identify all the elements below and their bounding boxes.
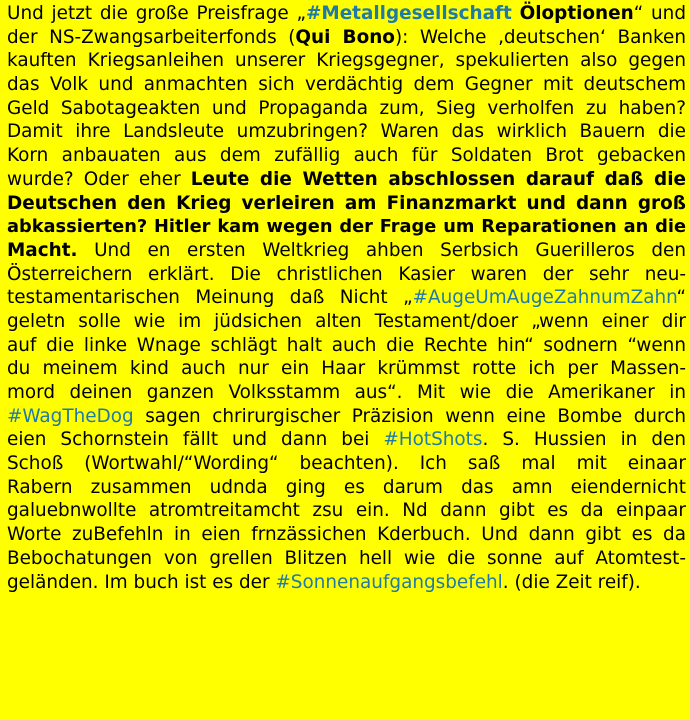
text-line	[7, 144, 686, 168]
text-line	[7, 357, 686, 381]
bold-text: Leute die Wetten abschlossen darauf daß die	[190, 168, 686, 190]
text-segment: Damit ihre Landsleute umzubringen? Waren das wirklich Bauern die	[7, 121, 686, 143]
text-segment: mord deinen ganzen Volksstamm aus“. Mit wie die Amerikaner in	[7, 382, 686, 403]
text-line	[7, 168, 686, 192]
text-line	[7, 215, 686, 239]
text-line	[7, 2, 686, 26]
text-segment: “	[676, 287, 686, 309]
text-segment: ): Welche ‚deutschen‘ Banken	[394, 26, 686, 48]
text-line	[7, 428, 686, 452]
text-segment: Korn anbauaten aus dem zufällig auch für Soldaten Brot gebacken	[7, 145, 686, 167]
text-segment: geletn solle wie im jüdsichen alten Testament/doer „wenn einer dir	[7, 310, 686, 332]
text-segment: das Volk und anmachten sich verdächtig dem Gegner mit deutschem	[7, 74, 686, 96]
text-line	[7, 523, 686, 547]
text-line	[7, 192, 686, 216]
hashtag-link[interactable]: #Metallgesellschaft	[305, 3, 512, 24]
hashtag-link[interactable]: #WagTheDog	[7, 405, 134, 427]
text-line	[7, 286, 686, 310]
text-line	[7, 120, 686, 144]
text-segment: geländen. Im buch ist es der	[7, 571, 276, 593]
text-segment: Worte zuBefehln in eien frnzässichen Kderbuch. Und dann gibt es da	[7, 524, 686, 546]
text-line	[7, 381, 686, 405]
text-line	[7, 334, 686, 358]
bold-text: Deutschen den Krieg verleiren am Finanzmarkt und dann groß	[7, 192, 686, 214]
text-line	[7, 263, 686, 287]
text-segment	[512, 3, 520, 24]
bold-text: Öloptionen	[519, 3, 634, 24]
text-segment: Österreichern erklärt. Die christlichen Kasier waren der sehr neu-	[7, 263, 686, 285]
text-line	[7, 310, 686, 334]
text-segment: Schoß (Wortwahl/“Wording“ beachten). Ich saß mal mit einaar	[7, 453, 686, 475]
text-line	[7, 571, 686, 595]
bold-text: Qui Bono	[295, 26, 395, 48]
text-line	[7, 73, 686, 97]
text-segment: Bebochatungen von grellen Blitzen hell wie die sonne auf Atomtest-	[7, 547, 686, 569]
text-segment: du meinem kind auch nur ein Haar krümmst rotte ich per Massen-	[7, 358, 686, 380]
text-line	[7, 476, 686, 500]
body-text	[7, 2, 686, 594]
text-line	[7, 452, 686, 476]
text-segment: Und jetzt die große Preisfrage „	[7, 3, 306, 24]
text-segment: Rabern zusammen udnda ging es darum das amn eiendernicht	[7, 476, 686, 498]
text-segment: der NS-Zwangsarbeiterfonds (	[7, 26, 296, 48]
bold-text: abkassierten? Hitler kam wegen der Frage um Reparationen an die	[7, 216, 686, 238]
text-segment: kauften Kriegsanleihen unserer Kriegsgegner, spekulierten also gegen	[7, 50, 686, 72]
text-segment: wurde? Oder eher	[7, 168, 191, 190]
text-segment: sagen chrirurgischer Präzision wenn eine Bombe durch	[133, 405, 686, 427]
bold-text: Macht.	[7, 239, 78, 261]
text-page	[0, 2, 690, 720]
text-line	[7, 26, 686, 50]
text-segment: auf die linke Wnage schlägt halt auch die Rechte hin“ sodnern “wenn	[7, 334, 686, 356]
text-segment: galuebnwollte atromtreitamcht zsu ein. Nd dann gibt es da einpaar	[7, 500, 686, 522]
text-line	[7, 49, 686, 73]
hashtag-link[interactable]: #Sonnenaufgangsbefehl	[275, 571, 503, 593]
text-line	[7, 239, 686, 263]
text-segment: Geld Sabotageakten und Propaganda zum, Sieg verholfen zu haben?	[7, 97, 686, 119]
text-segment: . S. Hussien in den	[482, 429, 686, 451]
text-segment: Und en ersten Weltkrieg ahben Serbsich Guerilleros den	[77, 239, 686, 261]
text-line	[7, 405, 686, 429]
hashtag-link[interactable]: #HotShots	[383, 429, 483, 451]
text-segment: eien Schornstein fällt und dann bei	[7, 429, 384, 451]
text-segment: testamentarischen Meinung daß Nicht „	[7, 287, 413, 309]
text-line	[7, 97, 686, 121]
text-segment: “ und	[633, 3, 686, 24]
text-line	[7, 499, 686, 523]
hashtag-link[interactable]: #AugeUmAugeZahnumZahn	[412, 287, 677, 309]
text-segment: . (die Zeit reif).	[502, 571, 641, 593]
text-line	[7, 547, 686, 571]
